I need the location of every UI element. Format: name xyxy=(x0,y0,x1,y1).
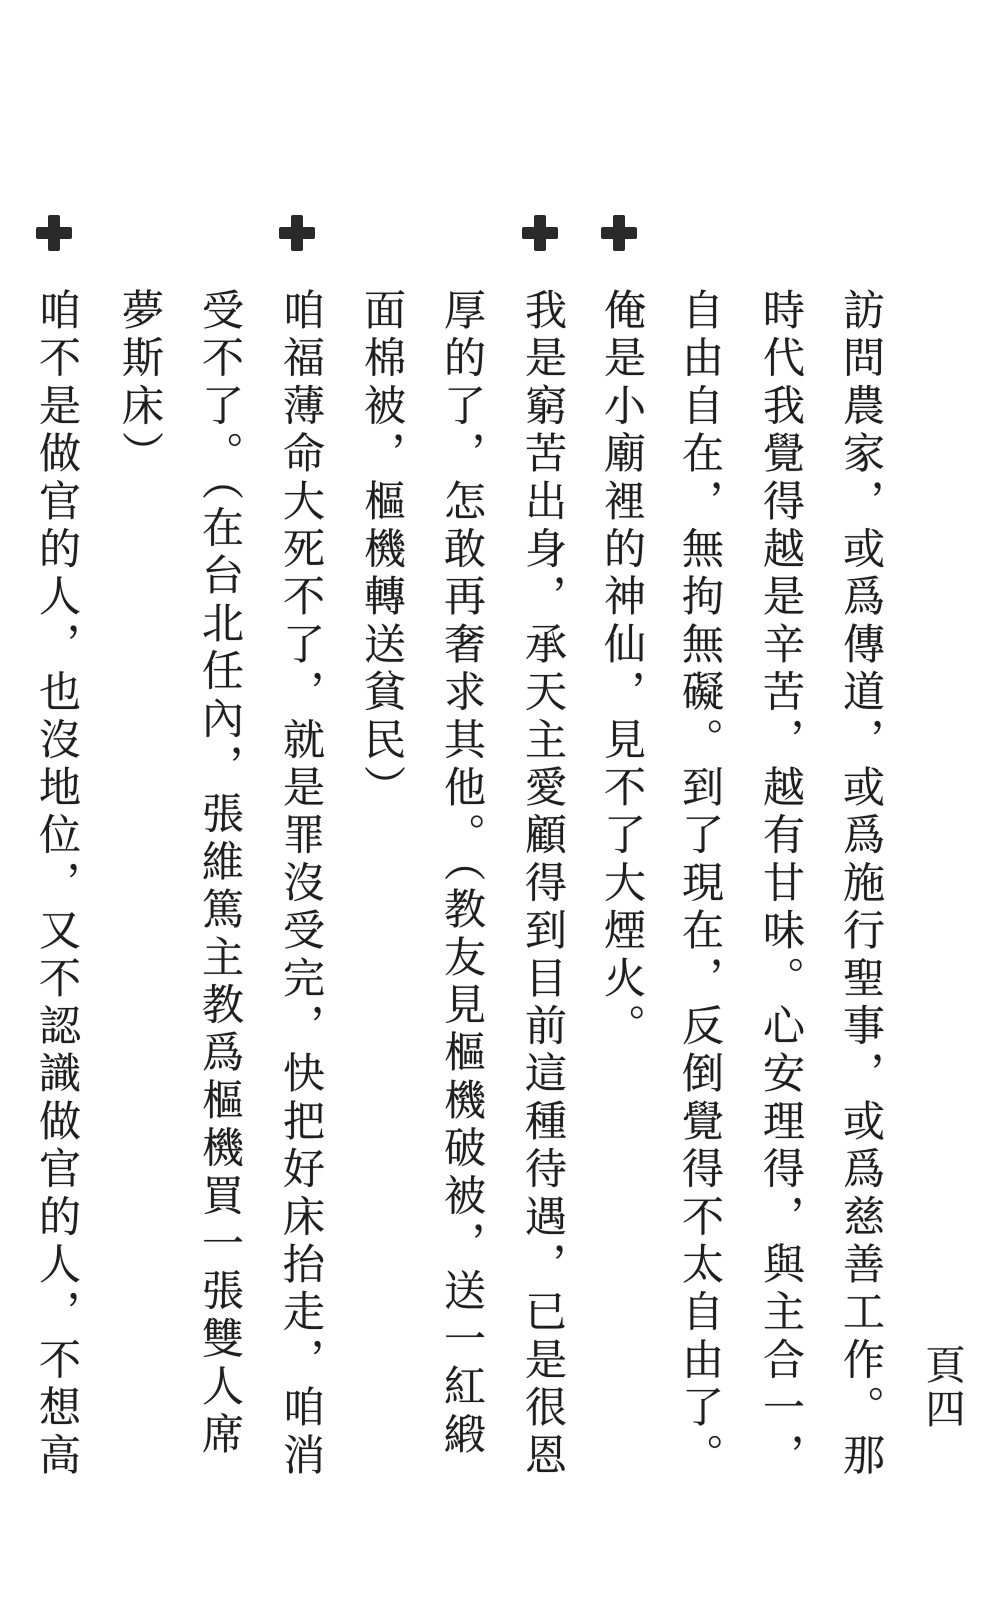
text-column-7: 面棉被，樞機轉送貧民） xyxy=(358,288,407,813)
text-column-4: 俺是小廟裡的神仙，見不了大煙火。 xyxy=(598,288,647,1052)
text-column-11: 咱不是做官的人，也沒地位，又不認識做官的人，不想高 xyxy=(33,288,82,1481)
text-column-10: 夢斯床） xyxy=(116,288,165,479)
text-column-1: 訪問農家，或爲傳道，或爲施行聖事，或爲慈善工作。那 xyxy=(837,288,886,1481)
text-column-6: 厚的了，怎敢再奢求其他。（教友見樞機破被，送一紅緞 xyxy=(438,288,487,1460)
text-column-9: 受不了。（在台北任內，張維篤主教爲樞機買一張雙人席 xyxy=(196,288,245,1460)
text-column-3: 自由自在，無拘無礙。到了現在，反倒覺得不太自由了。 xyxy=(676,288,725,1481)
paragraph-cross-icon xyxy=(601,215,637,251)
text-column-8: 咱福薄命大死不了，就是罪沒受完，快把好床抬走，咱消 xyxy=(277,288,326,1481)
paragraph-cross-icon xyxy=(36,215,72,251)
page-number: 頁四 xyxy=(919,1344,965,1432)
text-column-2: 時代我覺得越是辛苦，越有甘味。心安理得，與主合一， xyxy=(757,288,806,1481)
text-column-5: 我是窮苦出身，承天主愛顧得到目前這種待遇，已是很恩 xyxy=(519,288,568,1481)
paragraph-cross-icon xyxy=(279,215,315,251)
paragraph-cross-icon xyxy=(522,215,558,251)
